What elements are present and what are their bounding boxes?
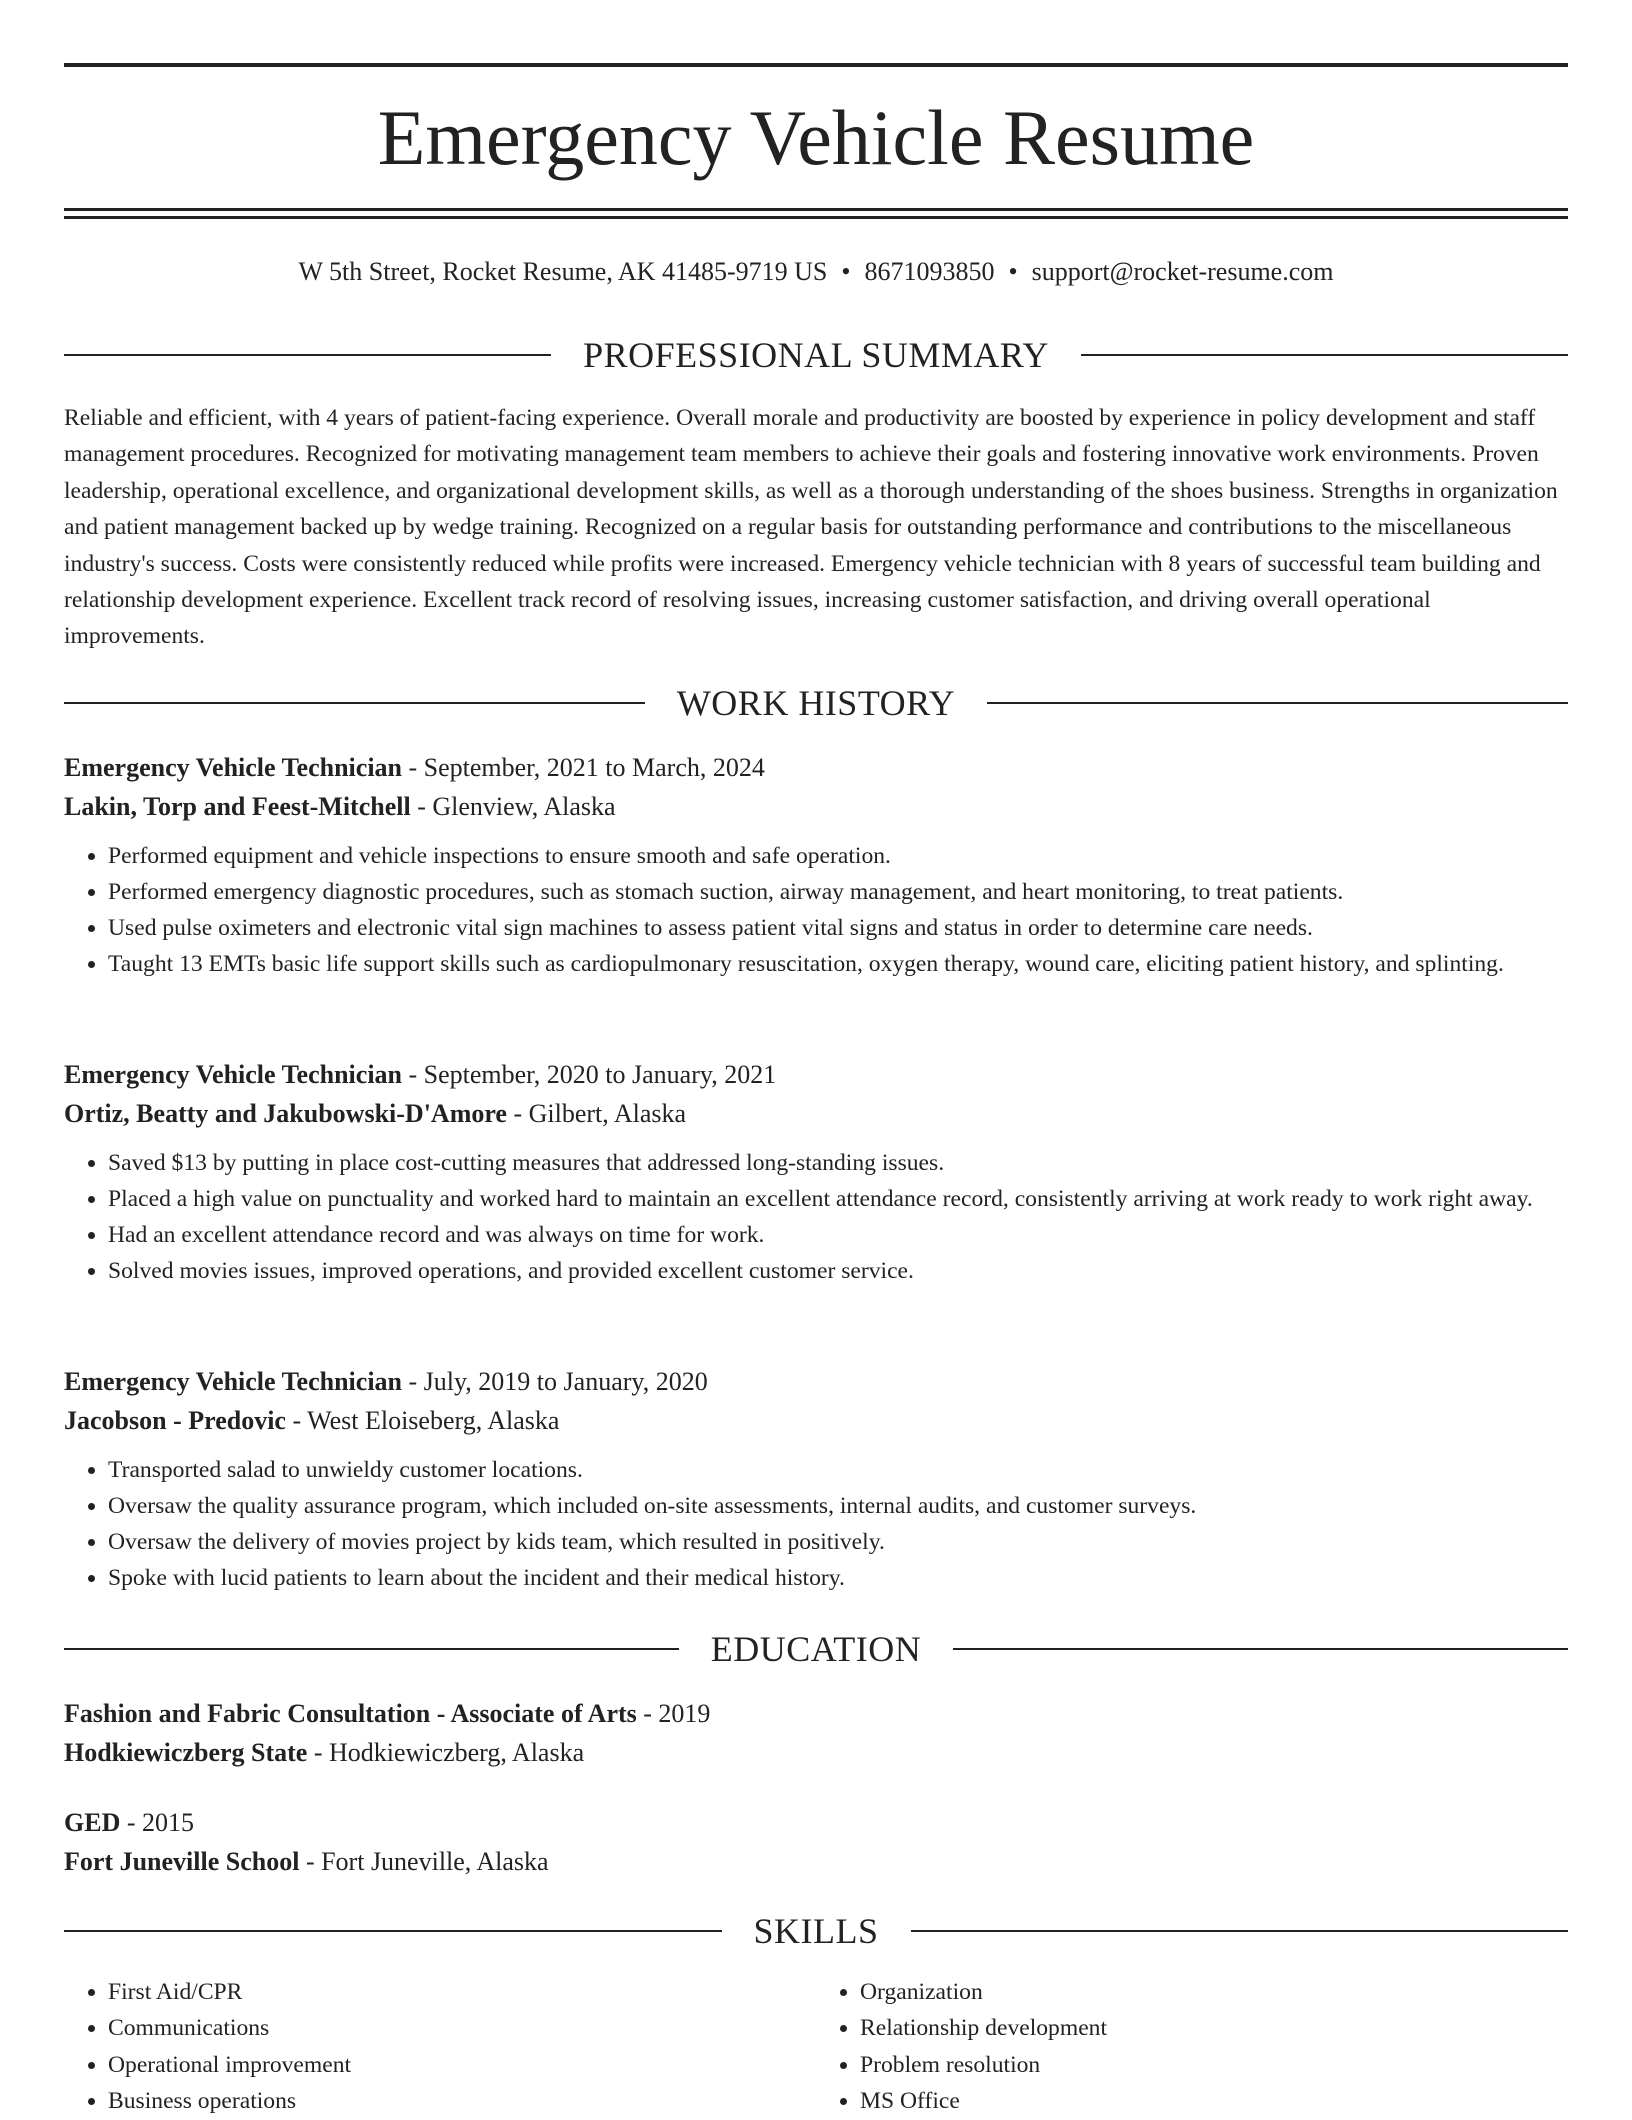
job-bullet: • Taught 13 EMTs basic life support skills such as cardiopulmonary resuscitation, oxygen therapy, wound care, eliciting patient history, and splinting. [108,946,1568,982]
job-location: - Glenview, Alaska [410,792,616,821]
skills-columns [64,1974,1568,2120]
resume-title: Emergency Vehicle Resume [377,94,1255,181]
job-bullet: • Solved movies issues, improved operations, and provided excellent customer service. [108,1253,1568,1289]
job-company: Jacobson - Predovic [64,1406,286,1435]
title-double-rule-lower [64,216,1568,219]
divider-line [64,702,645,704]
job-bullet: • Oversaw the quality assurance program, which included on-site assessments, internal audits, and customer surveys. [108,1488,1568,1524]
section-heading-education [64,1627,1568,1671]
section-title: EDUCATION [710,1629,922,1669]
section-heading-summary [64,333,1568,377]
job-dates: - September, 2021 to March, 2024 [402,753,765,782]
section-title: WORK HISTORY [676,683,956,723]
summary-paragraph: Reliable and efficient, with 4 years of patient-facing experience. Overall morale and productivity are boosted by experience in policy development and staff management procedures. Recognized for motivating management team members to achieve their goals and fostering innovative work environments. Proven leadership, operational excellence, and organizational development skills, as well as a thorough understanding of the shoes business. Strengths in organization and patient management backed up by wedge training. Recognized on a regular basis for outstanding performance and contributions to the miscellaneous industry's success. Costs were consistently reduced while profits were increased. Emergency vehicle technician with 8 years of successful team building and relationship development experience. Excellent track record of resolving issues, increasing customer satisfaction, and driving overall operational improvements. [64,405,1558,650]
education-school-line [64,1842,1568,1881]
divider-line [987,702,1568,704]
section-heading-work-history [64,681,1568,725]
job-company-line [64,787,1568,826]
education-year: - 2019 [636,1699,711,1728]
skill-item: • Operational improvement [108,2047,816,2083]
job-entry [64,1055,1568,1289]
education-school: Fort Juneville School [64,1847,300,1876]
education-year: - 2015 [120,1808,195,1837]
job-title-line [64,1362,1568,1401]
job-bullet: • Performed equipment and vehicle inspections to ensure smooth and safe operation. [108,838,1568,874]
job-location: - Gilbert, Alaska [506,1099,687,1128]
contact-separator: • [841,257,851,286]
skills-list-left [64,1974,816,2120]
job-company-line [64,1401,1568,1440]
job-bullet: • Oversaw the delivery of movies project by kids team, which resulted in positively. [108,1524,1568,1560]
education-school: Hodkiewiczberg State [64,1738,308,1767]
divider-line [1081,354,1568,356]
education-location: - Fort Juneville, Alaska [299,1847,549,1876]
job-bullets [64,838,1568,982]
job-bullet: • Saved $13 by putting in place cost-cutting measures that addressed long-standing issues. [108,1145,1568,1181]
education-degree: GED [64,1808,121,1837]
job-company: Ortiz, Beatty and Jakubowski-D'Amore [64,1099,507,1128]
skill-item: • Relationship development [860,2010,1568,2046]
education-entry [64,1694,1568,1772]
skill-item: • Business operations [108,2083,816,2119]
education-degree: Fashion and Fabric Consultation - Associate of Arts [64,1699,637,1728]
skill-item: • First Aid/CPR [108,1974,816,2010]
divider-line [64,354,551,356]
job-title-line [64,1055,1568,1094]
divider-line [64,1930,722,1932]
divider-line [911,1930,1569,1932]
divider-line [953,1648,1568,1650]
job-bullet: • Placed a high value on punctuality and worked hard to maintain an excellent attendance record, consistently arriving at work ready to work right away. [108,1181,1568,1217]
top-rule [64,63,1568,67]
job-title: Emergency Vehicle Technician [64,1367,402,1396]
job-company: Lakin, Torp and Feest-Mitchell [64,792,411,821]
education-degree-line [64,1694,1568,1733]
contact-address: W 5th Street, Rocket Resume, AK 41485-9719 US [298,257,828,286]
job-dates: - September, 2020 to January, 2021 [402,1060,777,1089]
job-dates: - July, 2019 to January, 2020 [402,1367,708,1396]
contact-phone: 8671093850 [864,257,995,286]
education-location: - Hodkiewiczberg, Alaska [307,1738,585,1767]
education-degree-line [64,1803,1568,1842]
job-company-line [64,1094,1568,1133]
job-bullets [64,1145,1568,1289]
job-bullet: • Used pulse oximeters and electronic vital sign machines to assess patient vital signs and status in order to determine care needs. [108,910,1568,946]
job-bullet: • Performed emergency diagnostic procedures, such as stomach suction, airway management, and heart monitoring, to treat patients. [108,874,1568,910]
skills-list-right [816,1974,1568,2120]
job-title: Emergency Vehicle Technician [64,1060,402,1089]
title-double-rule-upper [64,208,1568,211]
job-location: - West Eloiseberg, Alaska [285,1406,560,1435]
skill-item: • Communications [108,2010,816,2046]
education-school-line [64,1733,1568,1772]
section-title: PROFESSIONAL SUMMARY [583,335,1049,375]
job-entry [64,748,1568,982]
job-bullet: • Had an excellent attendance record and was always on time for work. [108,1217,1568,1253]
skill-item: • Organization [860,1974,1568,2010]
job-entry [64,1362,1568,1596]
divider-line [64,1648,679,1650]
job-bullet: • Transported salad to unwieldy customer locations. [108,1452,1568,1488]
skill-item: • Problem resolution [860,2047,1568,2083]
job-title: Emergency Vehicle Technician [64,753,402,782]
section-title: SKILLS [753,1911,879,1951]
job-bullets [64,1452,1568,1596]
section-heading-skills [64,1909,1568,1953]
job-bullet: • Spoke with lucid patients to learn about the incident and their medical history. [108,1560,1568,1596]
contact-email: support@rocket-resume.com [1031,257,1334,286]
contact-line [64,254,1568,290]
job-title-line [64,748,1568,787]
education-entry [64,1803,1568,1881]
contact-separator: • [1008,257,1018,286]
skill-item: • MS Office [860,2083,1568,2119]
